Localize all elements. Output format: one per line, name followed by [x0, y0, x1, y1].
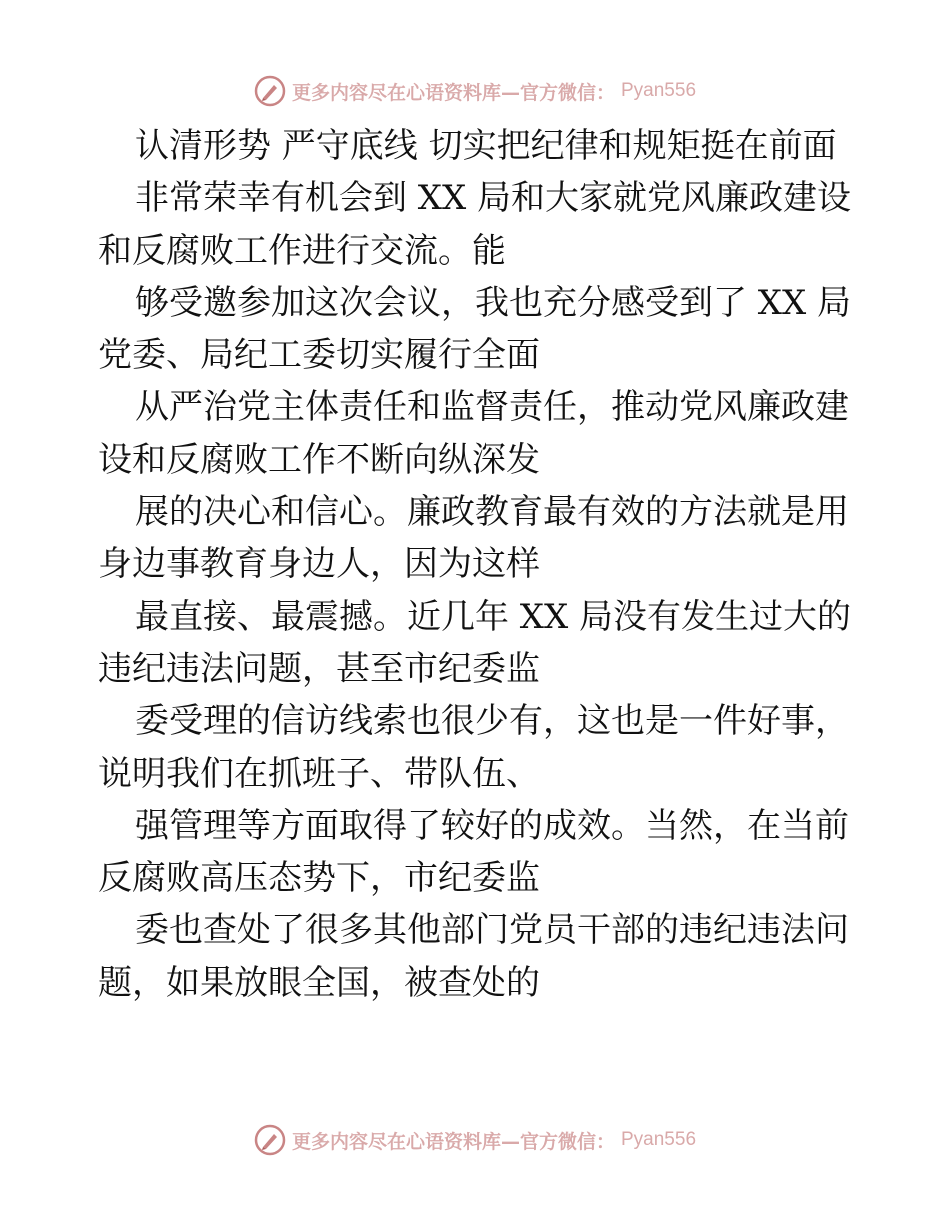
- text-line: 够受邀参加这次会议，我也充分感受到了 XX 局: [135, 282, 852, 323]
- text-line: 身边事教育身边人，因为这样: [98, 544, 540, 585]
- text-line: 非常荣幸有机会到 XX 局和大家就党风廉政建设: [135, 178, 852, 219]
- text-line: 从严治党主体责任和监督责任，推动党风廉政建: [135, 387, 849, 428]
- text-line: 委受理的信访线索也很少有，这也是一件好事，: [135, 701, 849, 742]
- watermark-text: 更多内容尽在心语资料库—官方微信：: [291, 81, 615, 104]
- text-line: 题，如果放眼全国，被查处的: [98, 962, 540, 1003]
- pen-logo-icon: [254, 1124, 286, 1156]
- text-line: 最直接、最震撼。近几年 XX 局没有发生过大的: [135, 596, 852, 637]
- watermark-text: 更多内容尽在心语资料库—官方微信：: [291, 1130, 615, 1153]
- text-line: 委也查处了很多其他部门党员干部的违纪违法问: [135, 910, 849, 951]
- text-line: 强管理等方面取得了较好的成效。当然，在当前: [135, 805, 849, 846]
- header-watermark: [0, 71, 950, 111]
- text-line: 和反腐败工作进行交流。能: [98, 230, 506, 271]
- text-line: 认清形势 严守底线 切实把纪律和规矩挺在前面: [135, 126, 837, 166]
- text-line: 党委、局纪工委切实履行全面: [98, 335, 540, 376]
- text-line: 说明我们在抓班子、带队伍、: [98, 753, 540, 794]
- text-line: 违纪违法问题，甚至市纪委监: [98, 648, 540, 689]
- watermark-account: Pyan556: [621, 80, 697, 101]
- text-line: 反腐败高压态势下，市纪委监: [98, 858, 540, 899]
- document-body: [98, 120, 858, 1009]
- text-line: 展的决心和信心。廉政教育最有效的方法就是用: [135, 492, 849, 533]
- footer-watermark: [0, 1120, 950, 1160]
- pen-logo-icon: [254, 75, 286, 107]
- watermark-account: Pyan556: [621, 1129, 697, 1150]
- text-line: 设和反腐败工作不断向纵深发: [98, 439, 540, 480]
